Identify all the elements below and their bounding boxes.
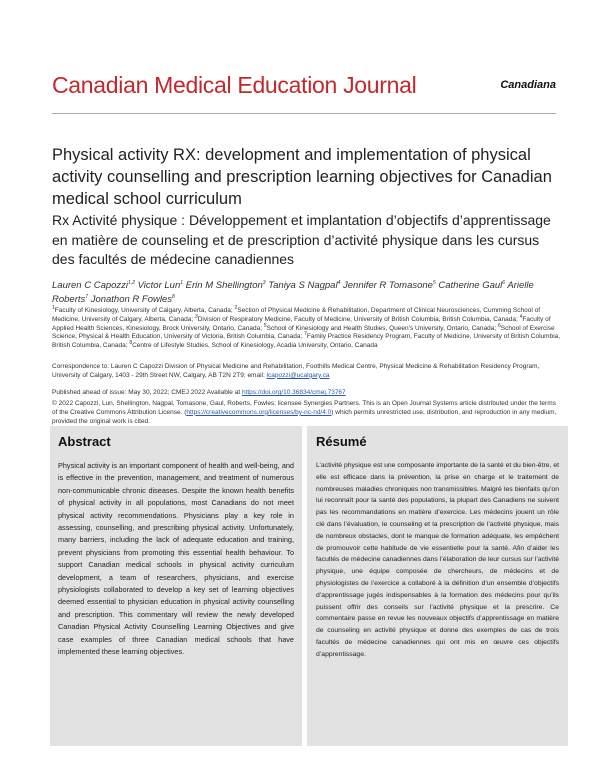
article-title-english: Physical activity RX: development and implementation of physical activity counselling and prescription learning objectives for Canadian medical school curriculum [52, 146, 552, 208]
affiliations [52, 304, 562, 351]
resume-text: L’activité physique est une composante importante de la santé et du bien-être, et elle est efficace dans la prévention, la prise en charge et le traitement de nombreuses maladies chroniques non transmissibles. Malgré les bienfaits qu’on lui reconnaît pour la santé des populations, la plupart des Canadiens ne suivent pas les recommandations en matière d’exercice. Les médecins jouent un rôle clé dans l’évaluation, le counseling et la prescription de l’activité physique, mais de nombreux obstacles, dont le manque de formation adéquate, les empêchent de promouvoir cette habitude de vie essentielle pour la santé. Afin d’aider les facultés de médecine canadiennes dans l’élaboration de leur cursus sur l’activité physique, une équipe composée de chercheurs, de médecins et de physiologistes de l’exercice a collaboré à la définition d’un ensemble d’objectifs d’apprentissage jugés indispensables à la formation des médecins pour qu’ils puissent offrir des conseils sur l’activité physique et la prescrire. Ce commentaire passe en revue les nouveaux objectifs d’apprentissage en matière de counseling en activité physique et donne des exemples de cas de trois facultés de médecine canadiennes qui ont mis en œuvre ces objectifs d’apprentissage. [316, 462, 559, 658]
publication-info: Published ahead of issue: May 30, 2022; CMEJ 2022 Available at https://doi.org/10.36834/cmej.73767 [52, 389, 346, 396]
journal-section-tag: Canadiana [500, 79, 556, 91]
email-link[interactable]: lcapozzi@ucalgary.ca [266, 371, 330, 379]
abstract-heading: Abstract [58, 434, 111, 449]
affiliation: $^8$Centre of Lifestyle Studies, School of Kinesiology, Acadia University, Ontario, Canada [129, 340, 378, 350]
author: Jennifer R Tomasone$^5$ [343, 279, 436, 291]
author: Lauren C Capozzi$^{1,2}$ [52, 279, 135, 291]
journal-title: Canadian Medical Education Journal [52, 72, 417, 98]
copyright-notice: © 2022 Capozzi, Lun, Shellington, Nagpal, Tomasone, Gaul, Roberts, Fowles; licensee Synergies Partners. This is an Open Journal Systems article distributed under the terms of the Creative Commons Attribution License. (https://creativecommons.org/licenses/by-nc-nd/4.0) which permits unrestricted use, distribution, and reproduction in any medium, provided the original work is cited. [52, 400, 557, 425]
author: Arielle Roberts$^7$ [52, 280, 534, 305]
resume-box [307, 426, 568, 746]
author: Erin M Shellington$^3$ [185, 279, 266, 291]
author: Jonathon R Fowles$^8$ [90, 293, 175, 305]
resume-heading: Résumé [316, 434, 367, 449]
abstract-box [50, 426, 302, 746]
correspondence: Correspondence to: Lauren C Capozzi Division of Physical Medicine and Rehabilitation, Foothills Medical Centre, Physical Medicine & Rehabilitation Residency Program, University of Calgary, 1403 - 29th Street NW, Calgary, AB T2N 2T9; email: lcapozzi@ucalgary.ca [52, 363, 540, 379]
author: Victor Lun$^1$ [137, 279, 184, 291]
affiliation: $^6$School of Exercise Science, Physical & Health Education, University of Victoria, British Columbia, Canada; [52, 322, 555, 341]
author-list [52, 279, 562, 307]
affiliation: $^2$Section of Physical Medicine & Rehabilitation, Department of Clinical Neurosciences, Cumming School of Medicine, University of Calgary, Alberta, Canada; [52, 304, 541, 323]
header-divider [52, 113, 556, 114]
affiliation: $^5$School of Kinesiology and Health Studies, Queen’s University, Ontario, Canada; [263, 322, 498, 332]
affiliation: $^7$Family Practice Residency Program, Faculty of Medicine, University of British Columbia, British Columbia, Canada; [52, 331, 561, 350]
article-title-french: Rx Activité physique : Développement et implantation d’objectifs d’apprentissage en matière de counseling et de prescription d’activité physique dans les cursus des facultés de médecine canadiennes [52, 212, 551, 267]
abstract-text: Physical activity is an important component of health and well-being, and is effective in the prevention, management, and treatment of numerous non-communicable chronic diseases. Despite the known health benefits of physical activity in all populations, most Canadians do not meet physical activity recommendations. Physicians play a key role in assessing, counselling, and prescribing physical activity. Unfortunately, many barriers, including the lack of adequate education and training, prevent physicians from promoting this essential health behaviour. To support Canadian medical schools in physical activity curriculum development, a team of researchers, physicians, and exercise physiologists collaborated to develop a key set of learning objectives deemed essential to physician education in physical activity counselling and prescription. This commentary will review the newly developed Canadian Physical Activity Counselling Learning Objectives and give case examples of three Canadian medical schools that have implemented these learning objectives. [58, 461, 294, 657]
author: Catherine Gaul$^6$ [438, 279, 506, 291]
license-link[interactable]: https://creativecommons.org/licenses/by-nc-nd/4.0 [186, 408, 332, 416]
affiliation: $^1$Faculty of Kinesiology, University of Calgary, Alberta, Canada; [52, 304, 235, 314]
affiliation: $^3$Division of Respiratory Medicine, Faculty of Medicine, University of British Columbia, British Columbia, Canada; [194, 313, 520, 323]
affiliation: $^4$Faculty of Applied Health Sciences, Kinesiology, Brock University, Ontario, Canada; [52, 313, 551, 332]
author: Taniya S Nagpal$^4$ [268, 279, 341, 291]
doi-link[interactable]: https://doi.org/10.36834/cmej.73767 [241, 389, 346, 396]
